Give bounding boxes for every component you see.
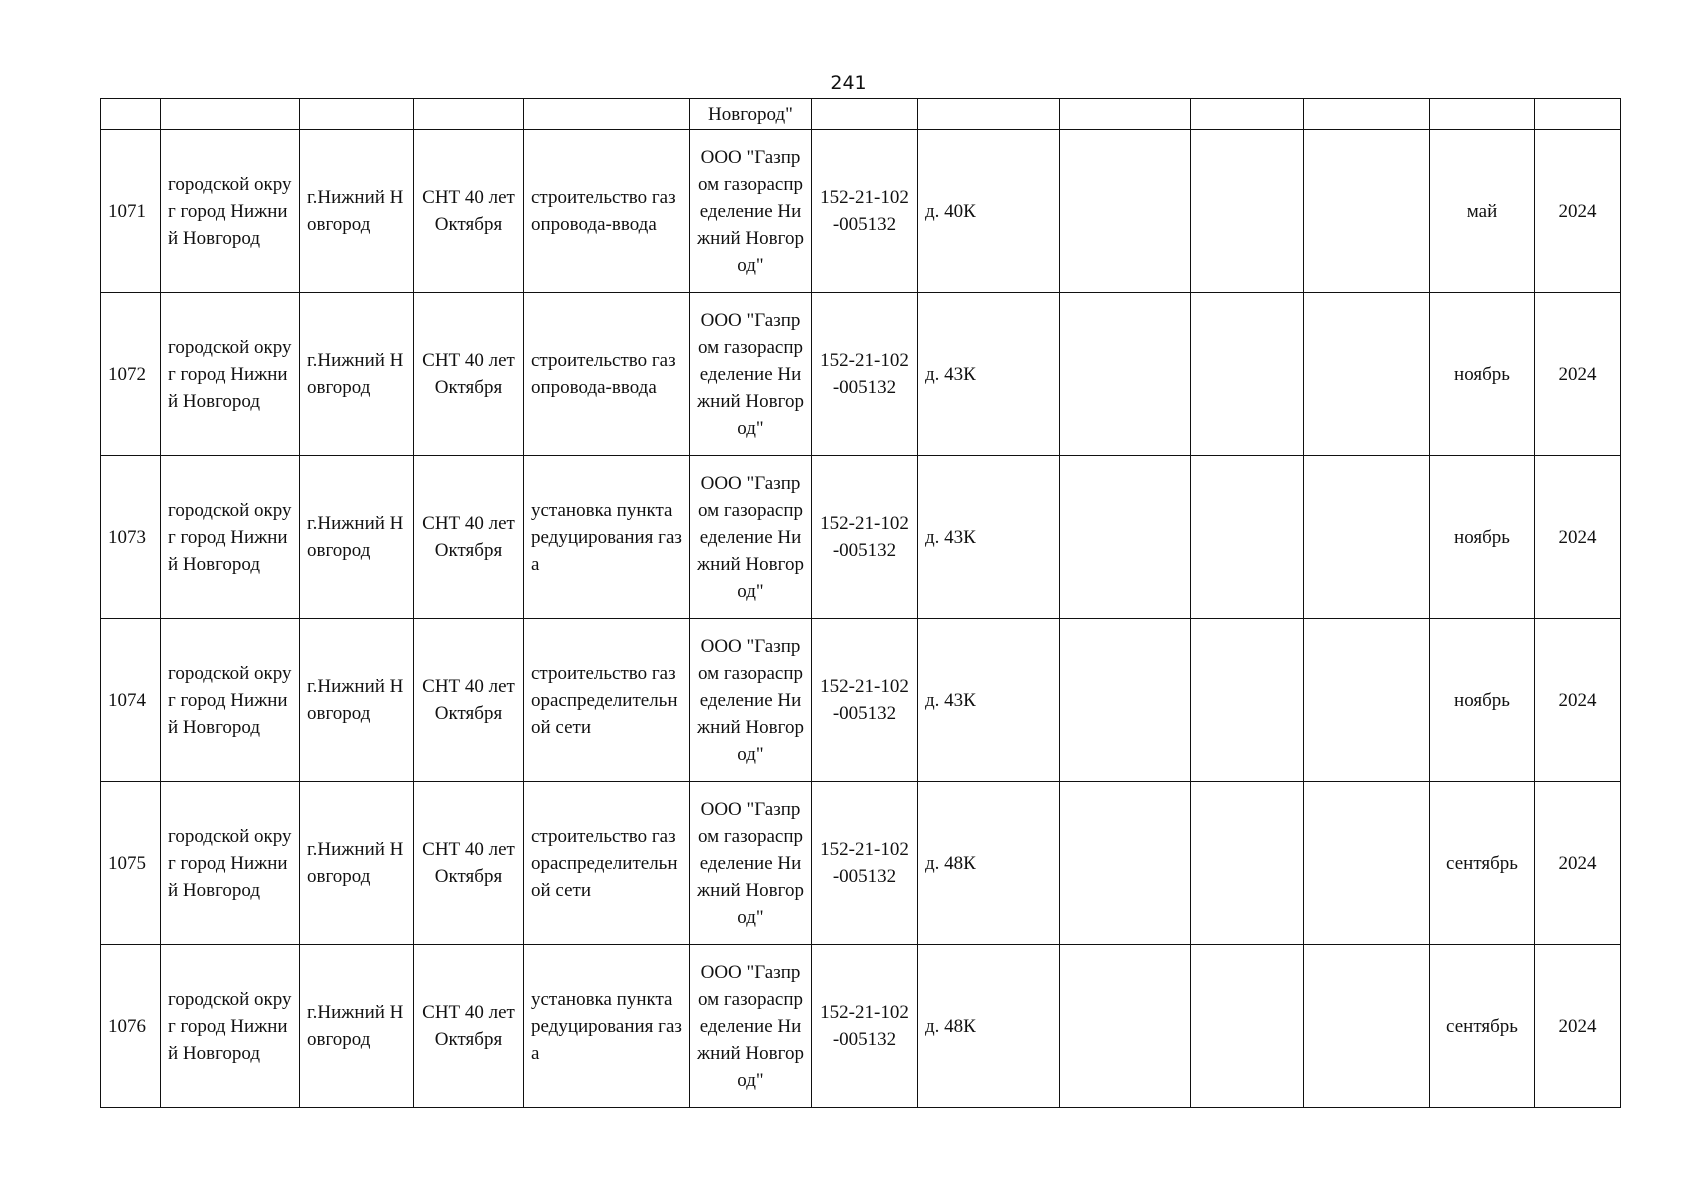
cell-empty	[524, 99, 690, 130]
cell-location: СНТ 40 лет Октября	[414, 945, 524, 1108]
cell-municipality: городской округ город Нижний Новгород	[161, 945, 300, 1108]
cell-address: д. 40К	[918, 130, 1060, 293]
cell-work-type: строительство газораспределительной сети	[524, 619, 690, 782]
cell-number: 1071	[101, 130, 161, 293]
cell-code: 152-21-102-005132	[812, 130, 918, 293]
cell-empty	[1191, 945, 1304, 1108]
cell-empty	[1060, 130, 1191, 293]
cell-location: СНТ 40 лет Октября	[414, 130, 524, 293]
cell-city: г.Нижний Новгород	[300, 945, 414, 1108]
table-row	[101, 619, 1621, 782]
cell-empty	[1304, 782, 1430, 945]
cell-organization: ООО "Газпром газораспределение Нижний Новгород"	[690, 782, 812, 945]
cell-empty	[1304, 293, 1430, 456]
table-row	[101, 945, 1621, 1108]
cell-city: г.Нижний Новгород	[300, 782, 414, 945]
cell-number: 1072	[101, 293, 161, 456]
cell-empty	[414, 99, 524, 130]
cell-code: 152-21-102-005132	[812, 945, 918, 1108]
cell-empty	[918, 99, 1060, 130]
cell-empty	[101, 99, 161, 130]
cell-code: 152-21-102-005132	[812, 619, 918, 782]
cell-empty	[1060, 99, 1191, 130]
cell-empty	[1060, 456, 1191, 619]
cell-municipality: городской округ город Нижний Новгород	[161, 130, 300, 293]
cell-address: д. 43К	[918, 293, 1060, 456]
cell-year: 2024	[1535, 945, 1621, 1108]
cell-code: 152-21-102-005132	[812, 293, 918, 456]
cell-empty	[1191, 130, 1304, 293]
cell-organization: ООО "Газпром газораспределение Нижний Новгород"	[690, 619, 812, 782]
cell-number: 1076	[101, 945, 161, 1108]
cell-year: 2024	[1535, 130, 1621, 293]
cell-empty	[1304, 99, 1430, 130]
cell-year: 2024	[1535, 456, 1621, 619]
cell-organization: ООО "Газпром газораспределение Нижний Новгород"	[690, 456, 812, 619]
cell-empty	[1304, 945, 1430, 1108]
cell-organization-tail: Новгород"	[690, 99, 812, 130]
cell-organization: ООО "Газпром газораспределение Нижний Новгород"	[690, 130, 812, 293]
cell-month: ноябрь	[1430, 619, 1535, 782]
cell-city: г.Нижний Новгород	[300, 619, 414, 782]
cell-empty	[1304, 619, 1430, 782]
cell-month: май	[1430, 130, 1535, 293]
cell-city: г.Нижний Новгород	[300, 130, 414, 293]
cell-municipality: городской округ город Нижний Новгород	[161, 619, 300, 782]
cell-address: д. 48К	[918, 782, 1060, 945]
cell-municipality: городской округ город Нижний Новгород	[161, 293, 300, 456]
table-row	[101, 293, 1621, 456]
cell-work-type: установка пункта редуцирования газа	[524, 456, 690, 619]
cell-work-type: строительство газопровода-ввода	[524, 130, 690, 293]
cell-empty	[1191, 99, 1304, 130]
cell-empty	[1191, 293, 1304, 456]
cell-number: 1075	[101, 782, 161, 945]
cell-code: 152-21-102-005132	[812, 782, 918, 945]
table-body	[101, 99, 1621, 1108]
cell-empty	[1060, 945, 1191, 1108]
cell-month: сентябрь	[1430, 782, 1535, 945]
cell-city: г.Нижний Новгород	[300, 456, 414, 619]
register-table	[100, 98, 1621, 1108]
cell-location: СНТ 40 лет Октября	[414, 293, 524, 456]
cell-year: 2024	[1535, 293, 1621, 456]
cell-empty	[1304, 130, 1430, 293]
cell-month: ноябрь	[1430, 456, 1535, 619]
cell-location: СНТ 40 лет Октября	[414, 619, 524, 782]
cell-work-type: строительство газопровода-ввода	[524, 293, 690, 456]
cell-address: д. 43К	[918, 619, 1060, 782]
cell-year: 2024	[1535, 782, 1621, 945]
cell-municipality: городской округ город Нижний Новгород	[161, 456, 300, 619]
cell-month: сентябрь	[1430, 945, 1535, 1108]
cell-empty	[1060, 619, 1191, 782]
table-row	[101, 130, 1621, 293]
cell-empty	[1060, 782, 1191, 945]
cell-empty	[161, 99, 300, 130]
cell-empty	[1304, 456, 1430, 619]
continuation-row	[101, 99, 1621, 130]
cell-organization: ООО "Газпром газораспределение Нижний Новгород"	[690, 293, 812, 456]
table-row	[101, 782, 1621, 945]
cell-municipality: городской округ город Нижний Новгород	[161, 782, 300, 945]
cell-month: ноябрь	[1430, 293, 1535, 456]
cell-empty	[1535, 99, 1621, 130]
cell-location: СНТ 40 лет Октября	[414, 782, 524, 945]
cell-empty	[300, 99, 414, 130]
cell-work-type: строительство газораспределительной сети	[524, 782, 690, 945]
table-row	[101, 456, 1621, 619]
cell-empty	[812, 99, 918, 130]
page-number: 241	[830, 72, 867, 94]
cell-address: д. 48К	[918, 945, 1060, 1108]
cell-year: 2024	[1535, 619, 1621, 782]
cell-city: г.Нижний Новгород	[300, 293, 414, 456]
cell-number: 1074	[101, 619, 161, 782]
cell-code: 152-21-102-005132	[812, 456, 918, 619]
cell-empty	[1191, 782, 1304, 945]
cell-empty	[1191, 456, 1304, 619]
cell-empty	[1430, 99, 1535, 130]
cell-organization: ООО "Газпром газораспределение Нижний Новгород"	[690, 945, 812, 1108]
cell-address: д. 43К	[918, 456, 1060, 619]
cell-number: 1073	[101, 456, 161, 619]
cell-location: СНТ 40 лет Октября	[414, 456, 524, 619]
cell-work-type: установка пункта редуцирования газа	[524, 945, 690, 1108]
cell-empty	[1060, 293, 1191, 456]
cell-empty	[1191, 619, 1304, 782]
